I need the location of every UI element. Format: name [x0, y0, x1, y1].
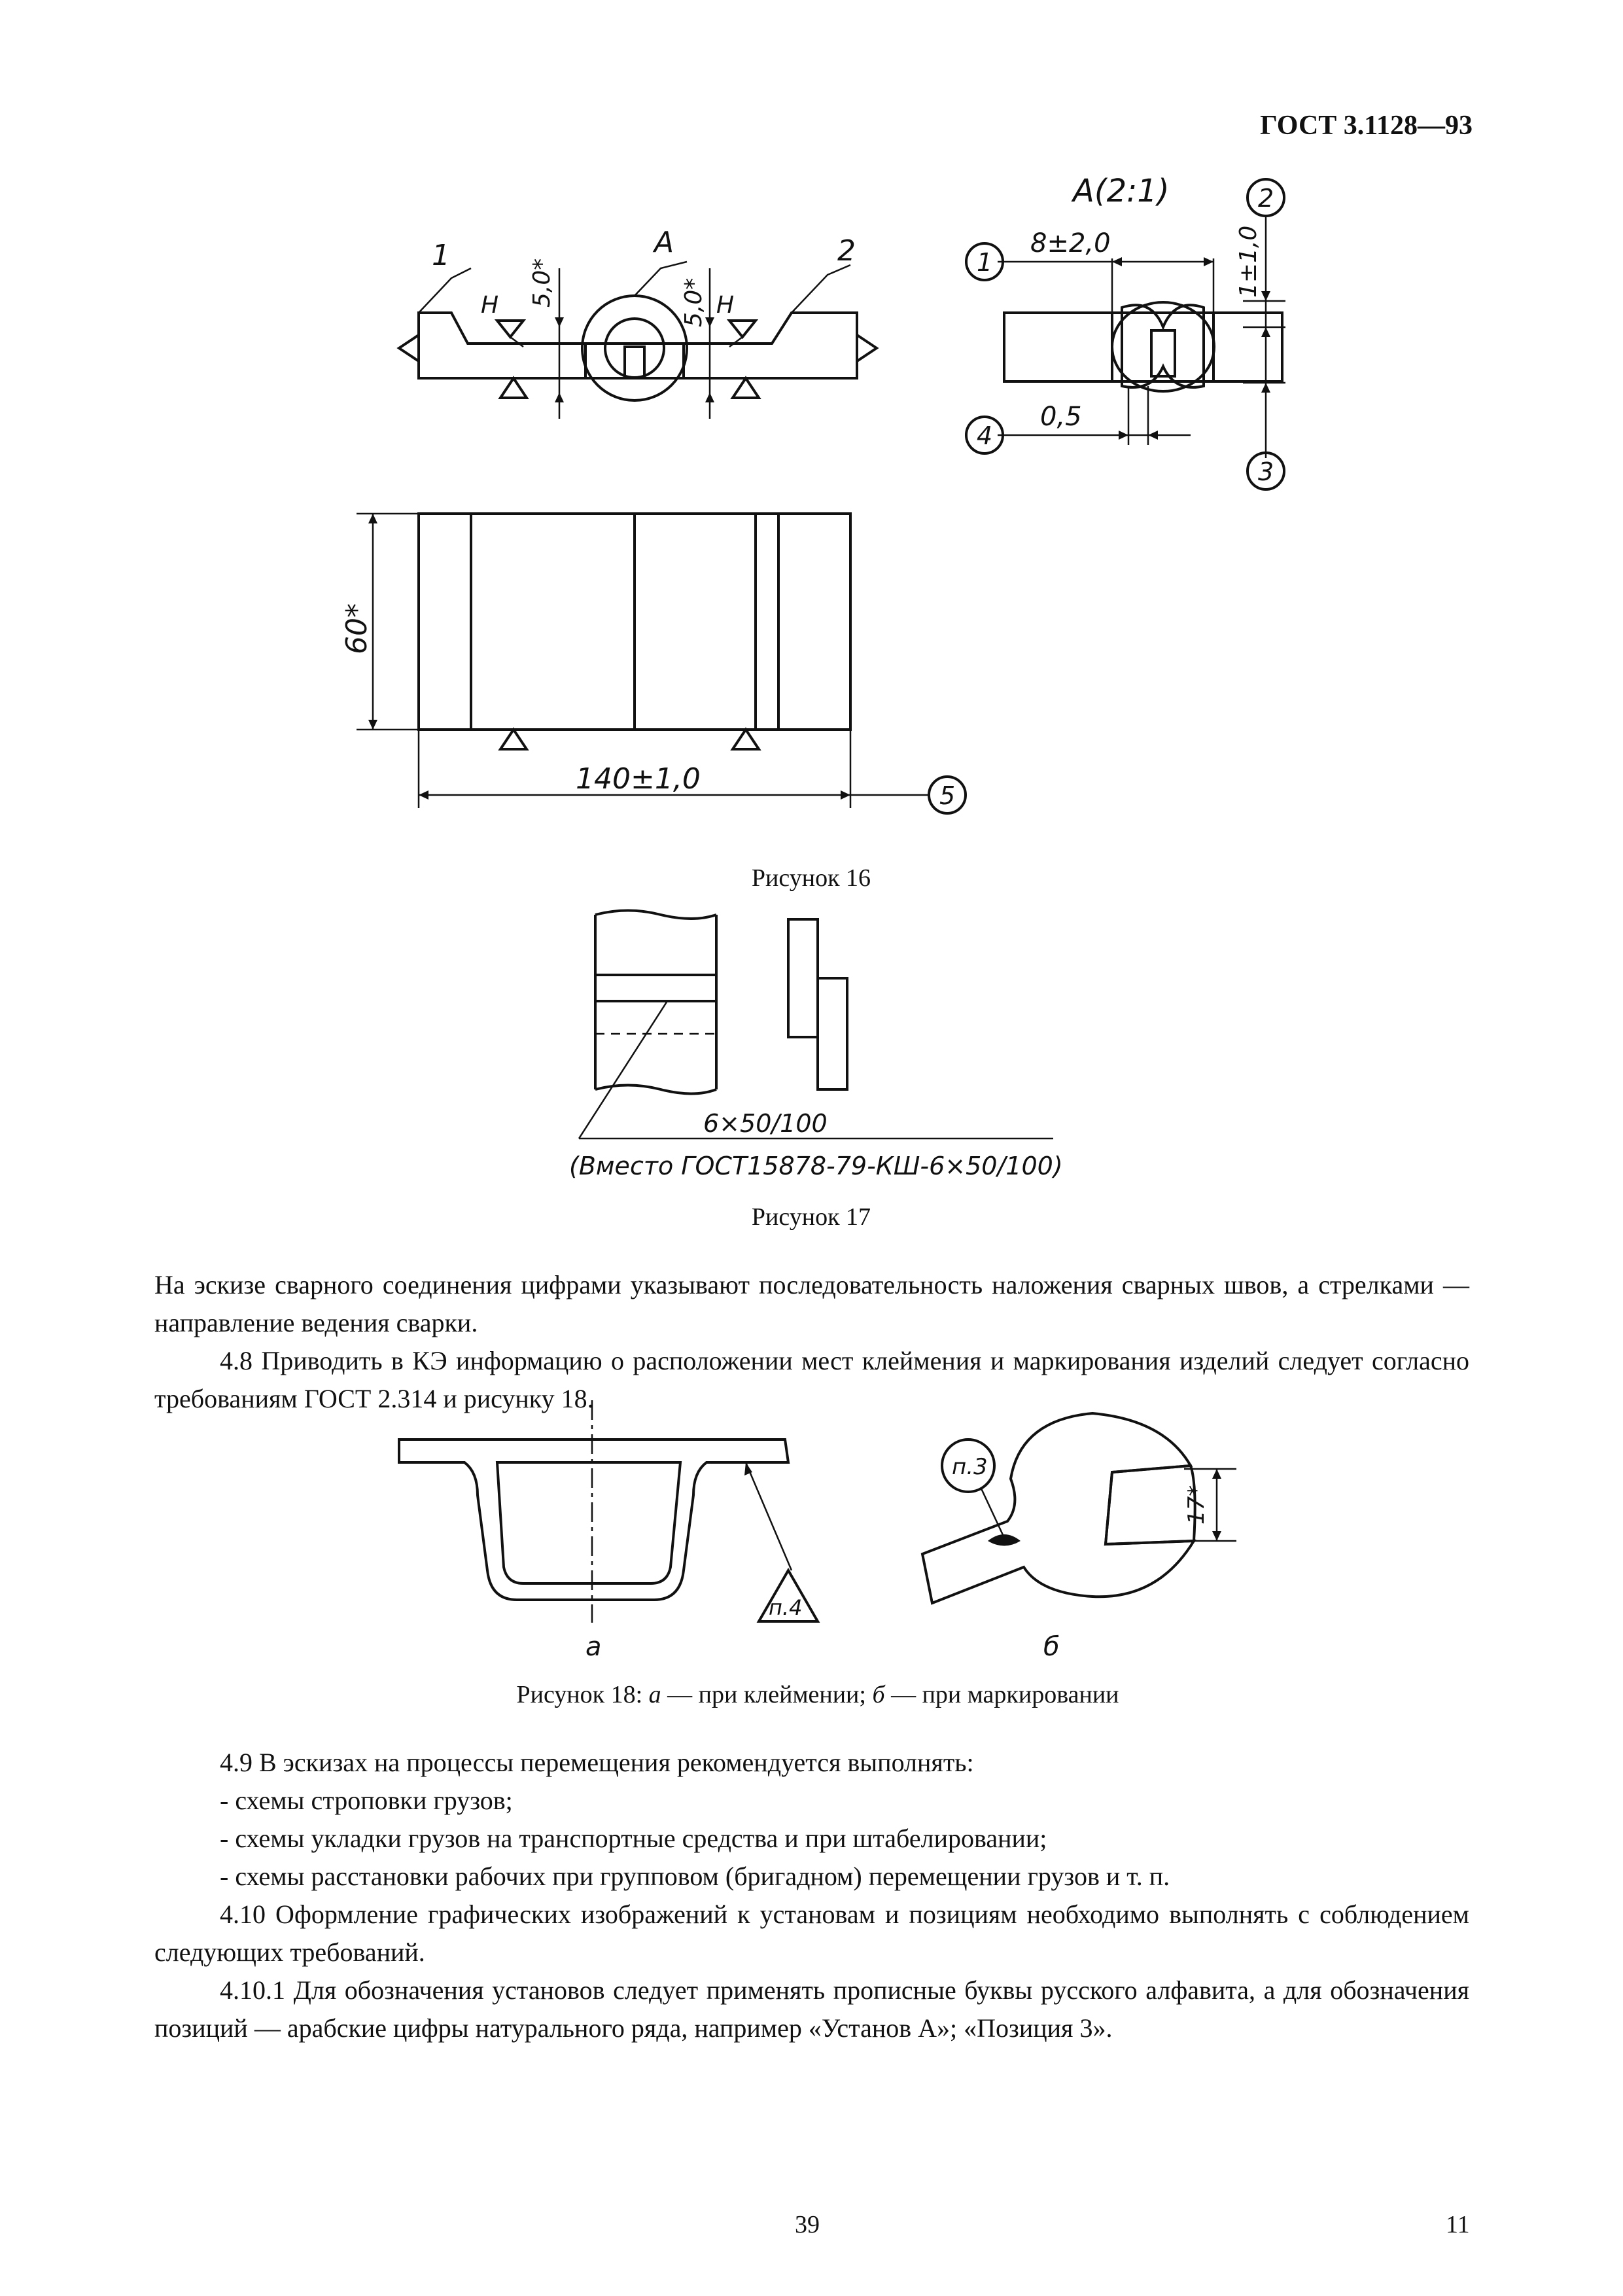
paragraph-1: На эскизе сварного соединения цифрами указывают последовательность наложения сварных швов, а стрелками — направление ведения сварки.	[154, 1270, 1469, 1337]
fig16-caption: Рисунок 16	[751, 864, 871, 892]
fig18-caption-b-text: — при маркировании	[884, 1681, 1119, 1708]
fig18a-label: а	[585, 1632, 602, 1662]
page-number-center: 39	[795, 2211, 820, 2238]
fig16-dim-8: 8±2,0	[1030, 228, 1111, 258]
standard-header: ГОСТ 3.1128—93	[1260, 111, 1473, 141]
fig16-circle-2-label: 2	[1258, 184, 1274, 213]
fig17-drawing	[579, 911, 1053, 1139]
fig16-circle-3-label: 3	[1258, 457, 1274, 486]
fig18a-mark-p4: п.4	[769, 1595, 803, 1620]
section-4-9	[154, 1744, 1469, 2047]
fig18b-label: б	[1043, 1632, 1060, 1662]
page-number-right: 11	[1446, 2211, 1470, 2238]
fig17-weld-label-alt: (Вместо ГОСТ15878-79-КШ-6×50/100)	[569, 1152, 1063, 1180]
section-4-10-1: 4.10.1 Для обозначения установов следует применять прописные буквы русского алфавита, а для обозначения позиций — арабские цифры натурального ряда, например «Установ А»; «Позиция 3».	[154, 1975, 1469, 2043]
fig18-caption-prefix: Рисунок 18:	[516, 1681, 649, 1708]
fig18-caption-b: б	[872, 1681, 885, 1708]
fig16-circle-5-label: 5	[939, 781, 956, 810]
fig18-caption-a: а	[648, 1681, 661, 1708]
fig16-weld-h-left: H	[481, 292, 499, 319]
fig16-dim-05: 0,5	[1040, 402, 1082, 432]
paragraph-welding-sequence	[154, 1266, 1469, 1418]
section-4-9-item: - схемы строповки грузов;	[220, 1786, 513, 1815]
fig16-dim-5-right: 5,0*	[680, 277, 707, 327]
fig18b-dim-17: 17*	[1183, 1485, 1210, 1525]
fig18-caption	[393, 1680, 1243, 1709]
fig16-weld-h-right: H	[716, 292, 735, 319]
fig16-dim-5-left: 5,0*	[529, 258, 555, 308]
paragraph-4-8: 4.8 Приводить в КЭ информацию о расположении мест клеймения и маркирования изделий следует согласно требованиям ГОСТ 2.314 и рисунку 18.	[154, 1346, 1469, 1413]
fig18-caption-a-text: — при клеймении;	[661, 1681, 873, 1708]
fig16-circle-4-label: 4	[977, 421, 993, 450]
fig18b-mark-p3: п.3	[952, 1454, 988, 1480]
fig17-weld-label: 6×50/100	[703, 1109, 828, 1138]
fig16-section-letter: А	[654, 226, 674, 259]
fig16-dim-140: 140±1,0	[576, 762, 701, 796]
fig16-dim-60: 60*	[340, 603, 374, 654]
fig16-leader-2-label: 2	[837, 234, 856, 268]
section-4-9-item: - схемы укладки грузов на транспортные средства и при штабелировании;	[220, 1824, 1047, 1853]
section-4-9-item: - схемы расстановки рабочих при групповом (бригадном) перемещении грузов и т. п.	[220, 1862, 1170, 1891]
section-4-9-intro: 4.9 В эскизах на процессы перемещения рекомендуется выполнять:	[220, 1748, 974, 1777]
section-4-10: 4.10 Оформление графических изображений к установам и позициям необходимо выполнять с соблюдением следующих требований.	[154, 1899, 1469, 1967]
fig16-leader-1-label: 1	[432, 239, 450, 272]
fig16-dim-1: 1±1,0	[1235, 225, 1262, 298]
fig16-detail-view-label: А(2:1)	[1073, 173, 1170, 209]
fig16-circle-1-label: 1	[977, 248, 993, 277]
fig18a-drawing	[399, 1400, 818, 1623]
fig17-caption: Рисунок 17	[751, 1203, 871, 1231]
fig16-section-view	[399, 262, 877, 419]
